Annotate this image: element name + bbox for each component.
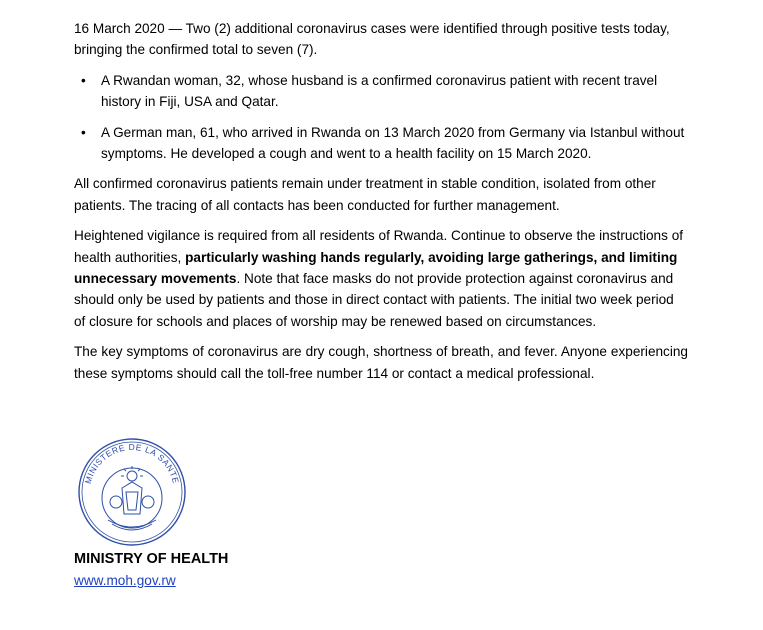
intro-paragraph: 16 March 2020 — Two (2) additional coronavirus cases were identified through positive tests today, bringing the confirmed total to seven (7). xyxy=(74,21,670,58)
press-release-body xyxy=(74,18,688,393)
svg-text:MINISTERE DE LA SANTE: MINISTERE DE LA SANTE xyxy=(82,441,182,485)
vigilance-paragraph xyxy=(74,225,688,332)
case-text: A Rwandan woman, 32, whose husband is a confirmed coronavirus patient with recent travel history in Fiji, USA and Qatar. xyxy=(101,72,658,110)
vigilance-text-1: Heightened vigilance is required from all residents of Rwanda. Continue to observe the instructions of health authorities, xyxy=(74,228,684,265)
case-text: A German man, 61, who arrived in Rwanda on 13 March 2020 from Germany via Istanbul without symptoms. He developed a cough and went to a health facility on 15 March 2020. xyxy=(101,124,685,162)
treatment-paragraph: All confirmed coronavirus patients remain under treatment in stable condition, isolated from other patients. The tracing of all contacts has been conducted for further management. xyxy=(74,176,656,213)
vigilance-text-2: . Note that face masks do not provide protection against coronavirus and should only be used by patients and those in direct contact with patients. The initial two week period of closure for schools and places of worship may be renewed based on circumstances. xyxy=(74,271,674,329)
website-link[interactable]: www.moh.gov.rw xyxy=(74,573,176,588)
case-list xyxy=(74,70,688,165)
organization-name: MINISTRY OF HEALTH xyxy=(74,551,229,567)
symptoms-paragraph: The key symptoms of coronavirus are dry cough, shortness of breath, and fever. Anyone experiencing these symptoms should call the toll-free number 114 or contact a medical professional. xyxy=(74,344,688,381)
bullet-icon: • xyxy=(81,124,86,140)
list-item xyxy=(74,70,688,113)
bullet-icon: • xyxy=(81,72,86,88)
ministry-seal-icon xyxy=(76,436,188,548)
list-item xyxy=(74,122,688,165)
vigilance-emphasis: particularly washing hands regularly, avoiding large gatherings, and limiting unnecessary movements xyxy=(74,249,678,287)
